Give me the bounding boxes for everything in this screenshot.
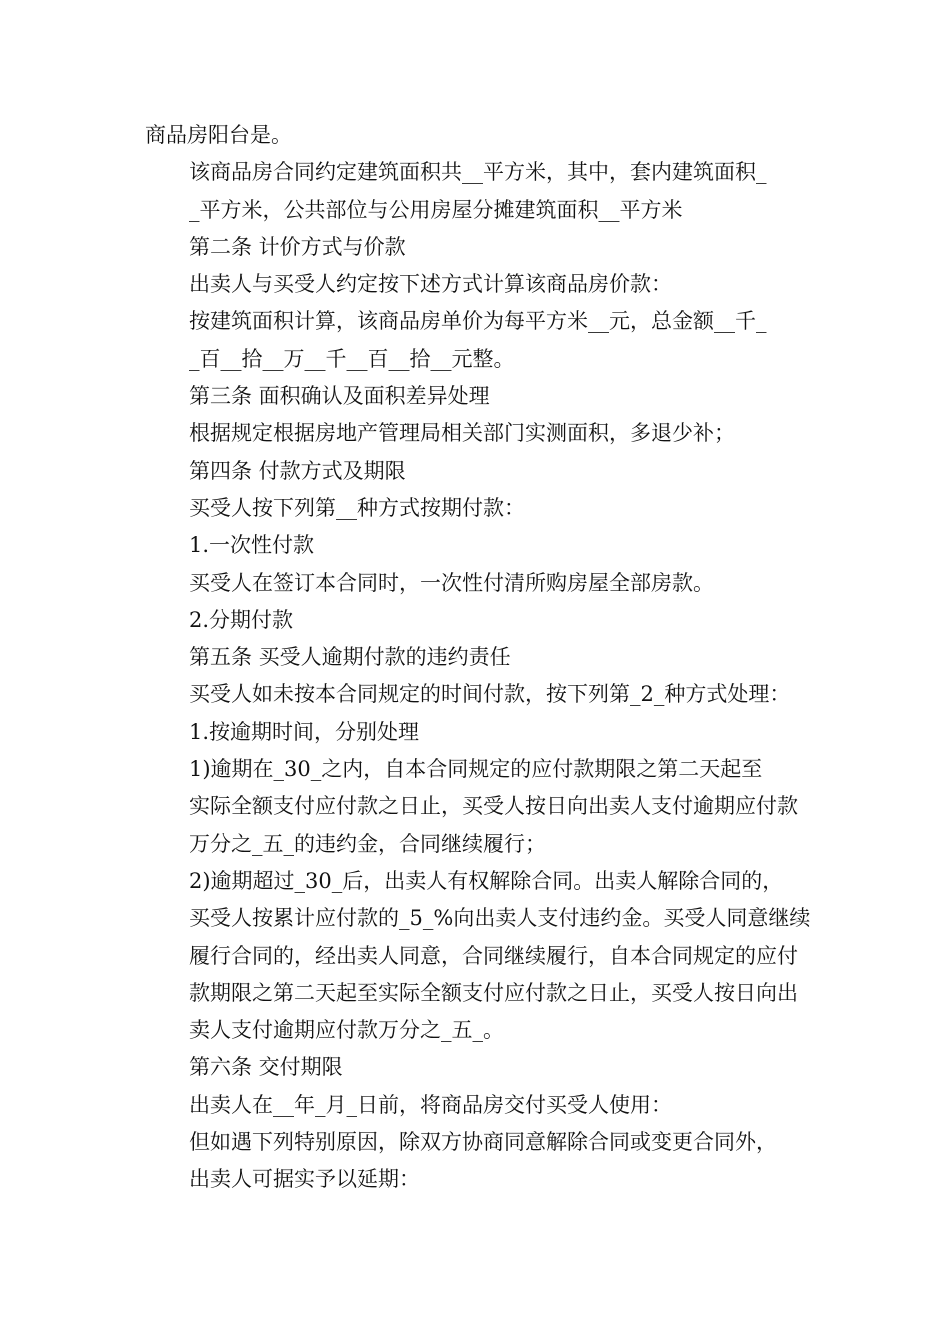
paragraph (145, 565, 820, 602)
text-line: 2)逾期超过_30_后，出卖人有权解除合同。出卖人解除合同的， (189, 868, 784, 893)
paragraph (145, 229, 820, 266)
text-line: 该商品房合同约定建筑面积共__平方米，其中，套内建筑面积_ (189, 160, 767, 185)
paragraph (145, 490, 820, 527)
text-line: 款期限之第二天起至实际全额支付应付款之日止，买受人按日向出 (189, 980, 798, 1005)
text-line: 卖人支付逾期应付款万分之_五_。 (189, 1018, 504, 1043)
paragraph (145, 676, 820, 713)
text-line: 出卖人在__年_月_日前，将商品房交付买受人使用： (189, 1092, 672, 1117)
text-line: 买受人在签订本合同时，一次性付清所购房屋全部房款。 (189, 570, 714, 595)
text-line: 履行合同的，经出卖人同意，合同继续履行，自本合同规定的应付 (189, 943, 798, 968)
paragraph (145, 1124, 820, 1199)
text-line: 2.分期付款 (189, 607, 294, 632)
paragraph (145, 453, 820, 490)
paragraph (145, 751, 820, 863)
text-line: 买受人按下列第__种方式按期付款： (189, 495, 525, 520)
text-line: 第六条 交付期限 (189, 1055, 343, 1080)
paragraph (145, 1049, 820, 1086)
text-line: 根据规定根据房地产管理局相关部门实测面积，多退少补； (189, 421, 735, 446)
paragraph (145, 863, 820, 1049)
text-line: 1.按逾期时间，分别处理 (189, 719, 420, 744)
paragraph (145, 266, 820, 303)
paragraph (145, 303, 820, 378)
text-line: 1)逾期在_30_之内，自本合同规定的应付款期限之第二天起至 (189, 757, 763, 782)
text-line: 按建筑面积计算，该商品房单价为每平方米__元，总金额__千_ (189, 309, 767, 334)
paragraph (145, 639, 820, 676)
text-line: 买受人如未按本合同规定的时间付款，按下列第_2_种方式处理： (189, 682, 791, 707)
text-line: 买受人按累计应付款的_5_%向出卖人支付违约金。买受人同意继续 (189, 906, 811, 931)
text-line: 出卖人可据实予以延期： (189, 1167, 420, 1192)
text-line: 但如遇下列特别原因，除双方协商同意解除合同或变更合同外， (189, 1130, 777, 1155)
text-line: _百__拾__万__千__百__拾__元整。 (189, 346, 515, 371)
text-line: 1.一次性付款 (189, 533, 315, 558)
text-line: 万分之_五_的违约金，合同继续履行； (189, 831, 546, 856)
paragraph (145, 602, 820, 639)
document-page (145, 117, 820, 1199)
paragraph (145, 378, 820, 415)
text-line: 第五条 买受人逾期付款的违约责任 (189, 645, 511, 670)
text-line: _平方米，公共部位与公用房屋分摊建筑面积__平方米 (189, 197, 683, 222)
text-line: 商品房阳台是。 (145, 123, 292, 147)
paragraph (145, 117, 820, 154)
paragraph (145, 714, 820, 751)
text-line: 第四条 付款方式及期限 (189, 458, 406, 483)
text-line: 第三条 面积确认及面积差异处理 (189, 384, 490, 409)
paragraph (145, 527, 820, 564)
paragraph (145, 1087, 820, 1124)
text-line: 实际全额支付应付款之日止，买受人按日向出卖人支付逾期应付款 (189, 794, 798, 819)
text-line: 第二条 计价方式与价款 (189, 234, 406, 259)
text-line: 出卖人与买受人约定按下述方式计算该商品房价款： (189, 272, 672, 297)
paragraph (145, 154, 820, 229)
paragraph (145, 415, 820, 452)
